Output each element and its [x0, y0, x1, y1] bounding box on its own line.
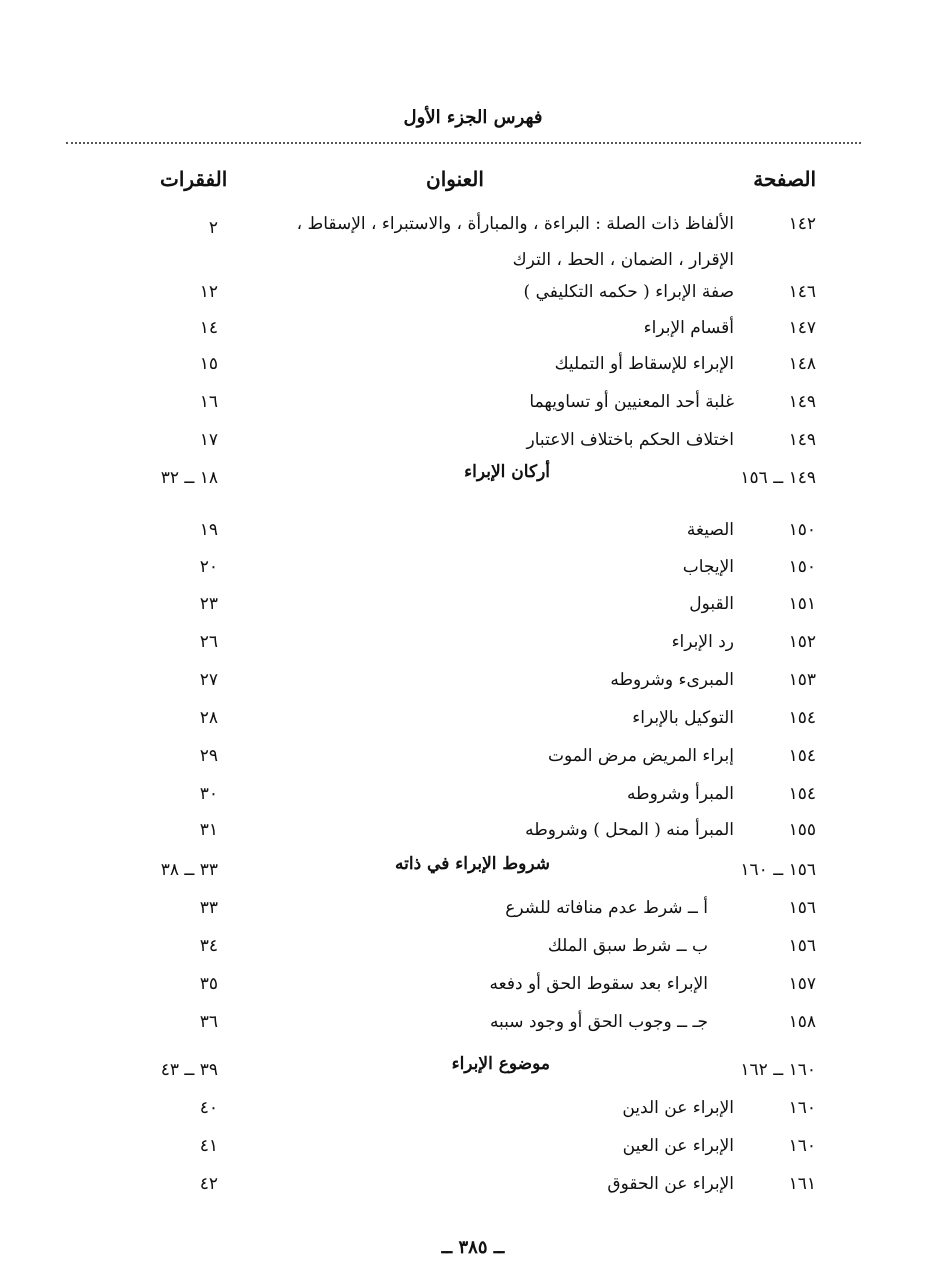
entry-page-number: ١٦١	[788, 1174, 816, 1194]
entry-page-number: ١٥٦	[788, 936, 816, 956]
entry-title: الصيغة	[686, 520, 734, 540]
entry-paragraph-number: ٣٣	[199, 898, 218, 918]
entry-title: المبرأ منه ( المحل ) وشروطه	[525, 820, 734, 840]
entry-paragraph-number: ٢٠	[199, 557, 218, 577]
entry-page-number: ١٥٨	[788, 1012, 816, 1032]
entry-page-number: ١٦٠ ــ ١٦٢	[740, 1060, 816, 1080]
entry-title: رد الإبراء	[671, 632, 734, 652]
column-header-title: العنوان	[426, 167, 484, 191]
section-heading: موضوع الإبراء	[451, 1054, 550, 1074]
entry-title: الإبراء عن الحقوق	[607, 1174, 734, 1194]
entry-paragraph-number: ٣٠	[199, 784, 218, 804]
entry-title: الإبراء عن الدين	[622, 1098, 734, 1118]
entry-title: صفة الإبراء ( حكمه التكليفي )	[523, 282, 734, 302]
entry-paragraph-number: ٢٨	[199, 708, 218, 728]
entry-page-number: ١٥٠	[788, 520, 816, 540]
page-number: ــ ٣٨٥ ــ	[441, 1237, 505, 1258]
entry-title: المبرأ وشروطه	[626, 784, 734, 804]
entry-page-number: ١٤٩ ــ ١٥٦	[740, 468, 816, 488]
entry-page-number: ١٥٦	[788, 898, 816, 918]
entry-page-number: ١٥٣	[788, 670, 816, 690]
entry-page-number: ١٥٥	[788, 820, 816, 840]
entry-paragraph-number: ٣٥	[199, 974, 218, 994]
entry-page-number: ١٤٦	[788, 282, 816, 302]
entry-page-number: ١٥٠	[788, 557, 816, 577]
entry-title: الإبراء عن العين	[622, 1136, 734, 1156]
entry-title: ب ــ شرط سبق الملك	[547, 936, 708, 956]
entry-page-number: ١٥١	[788, 594, 816, 614]
entry-paragraph-number: ٤٢	[199, 1174, 218, 1194]
entry-page-number: ١٦٠	[788, 1136, 816, 1156]
column-header-page: الصفحة	[753, 167, 816, 191]
entry-page-number: ١٦٠	[788, 1098, 816, 1118]
entry-title: إبراء المريض مرض الموت	[548, 746, 734, 766]
section-heading: أركان الإبراء	[464, 462, 550, 482]
entry-title: اختلاف الحكم باختلاف الاعتبار	[526, 430, 734, 450]
entry-page-number: ١٥٦ ــ ١٦٠	[740, 860, 816, 880]
entry-paragraph-number: ٣٣ ــ ٣٨	[160, 860, 218, 880]
entry-page-number: ١٤٢	[788, 214, 816, 234]
dotted-divider	[66, 142, 861, 144]
entry-paragraph-number: ٢٣	[199, 594, 218, 614]
column-header-paragraphs: الفقرات	[160, 167, 228, 191]
entry-title: جـ ــ وجوب الحق أو وجود سببه	[489, 1012, 708, 1032]
entry-paragraph-number: ٢٩	[199, 746, 218, 766]
entry-page-number: ١٥٤	[788, 746, 816, 766]
entry-title: غلبة أحد المعنيين أو تساويهما	[529, 392, 734, 412]
entry-paragraph-number: ٤٠	[199, 1098, 218, 1118]
entry-title: أقسام الإبراء	[643, 318, 734, 338]
entry-paragraph-number: ١٨ ــ ٣٢	[160, 468, 218, 488]
entry-paragraph-number: ٣٤	[199, 936, 218, 956]
entry-paragraph-number: ٤١	[199, 1136, 218, 1156]
entry-paragraph-number: ١٤	[199, 318, 218, 338]
entry-title: التوكيل بالإبراء	[632, 708, 734, 728]
entry-page-number: ١٤٩	[788, 392, 816, 412]
entry-paragraph-number: ١٥	[199, 354, 218, 374]
entry-page-number: ١٥٤	[788, 708, 816, 728]
entry-title: أ ــ شرط عدم منافاته للشرع	[505, 898, 708, 918]
entry-paragraph-number: ٣١	[199, 820, 218, 840]
entry-page-number: ١٥٧	[788, 974, 816, 994]
entry-paragraph-number: ١٩	[199, 520, 218, 540]
entry-paragraph-number: ٢	[208, 218, 218, 238]
entry-title: الإبراء للإسقاط أو التمليك	[554, 354, 734, 374]
running-head: فهرس الجزء الأول	[403, 107, 543, 128]
entry-paragraph-number: ٣٩ ــ ٤٣	[160, 1060, 218, 1080]
entry-page-number: ١٤٩	[788, 430, 816, 450]
entry-title: الإيجاب	[682, 557, 734, 577]
entry-page-number: ١٤٨	[788, 354, 816, 374]
entry-page-number: ١٥٢	[788, 632, 816, 652]
entry-title: الإبراء بعد سقوط الحق أو دفعه	[489, 974, 708, 994]
entry-title: القبول	[689, 594, 734, 614]
entry-paragraph-number: ٢٧	[199, 670, 218, 690]
entry-paragraph-number: ٣٦	[199, 1012, 218, 1032]
section-heading: شروط الإبراء في ذاته	[395, 854, 550, 874]
entry-paragraph-number: ١٦	[199, 392, 218, 412]
entry-paragraph-number: ٢٦	[199, 632, 218, 652]
entry-page-number: ١٥٤	[788, 784, 816, 804]
entry-paragraph-number: ١٧	[199, 430, 218, 450]
entry-paragraph-number: ١٢	[199, 282, 218, 302]
entry-title: المبرىء وشروطه	[610, 670, 734, 690]
entry-page-number: ١٤٧	[788, 318, 816, 338]
entry-title: الألفاظ ذات الصلة : البراءة ، والمبارأة ، والاستبراء ، الإسقاط ،	[296, 214, 734, 234]
entry-title-continuation: الإقرار ، الضمان ، الحط ، الترك	[512, 250, 734, 270]
